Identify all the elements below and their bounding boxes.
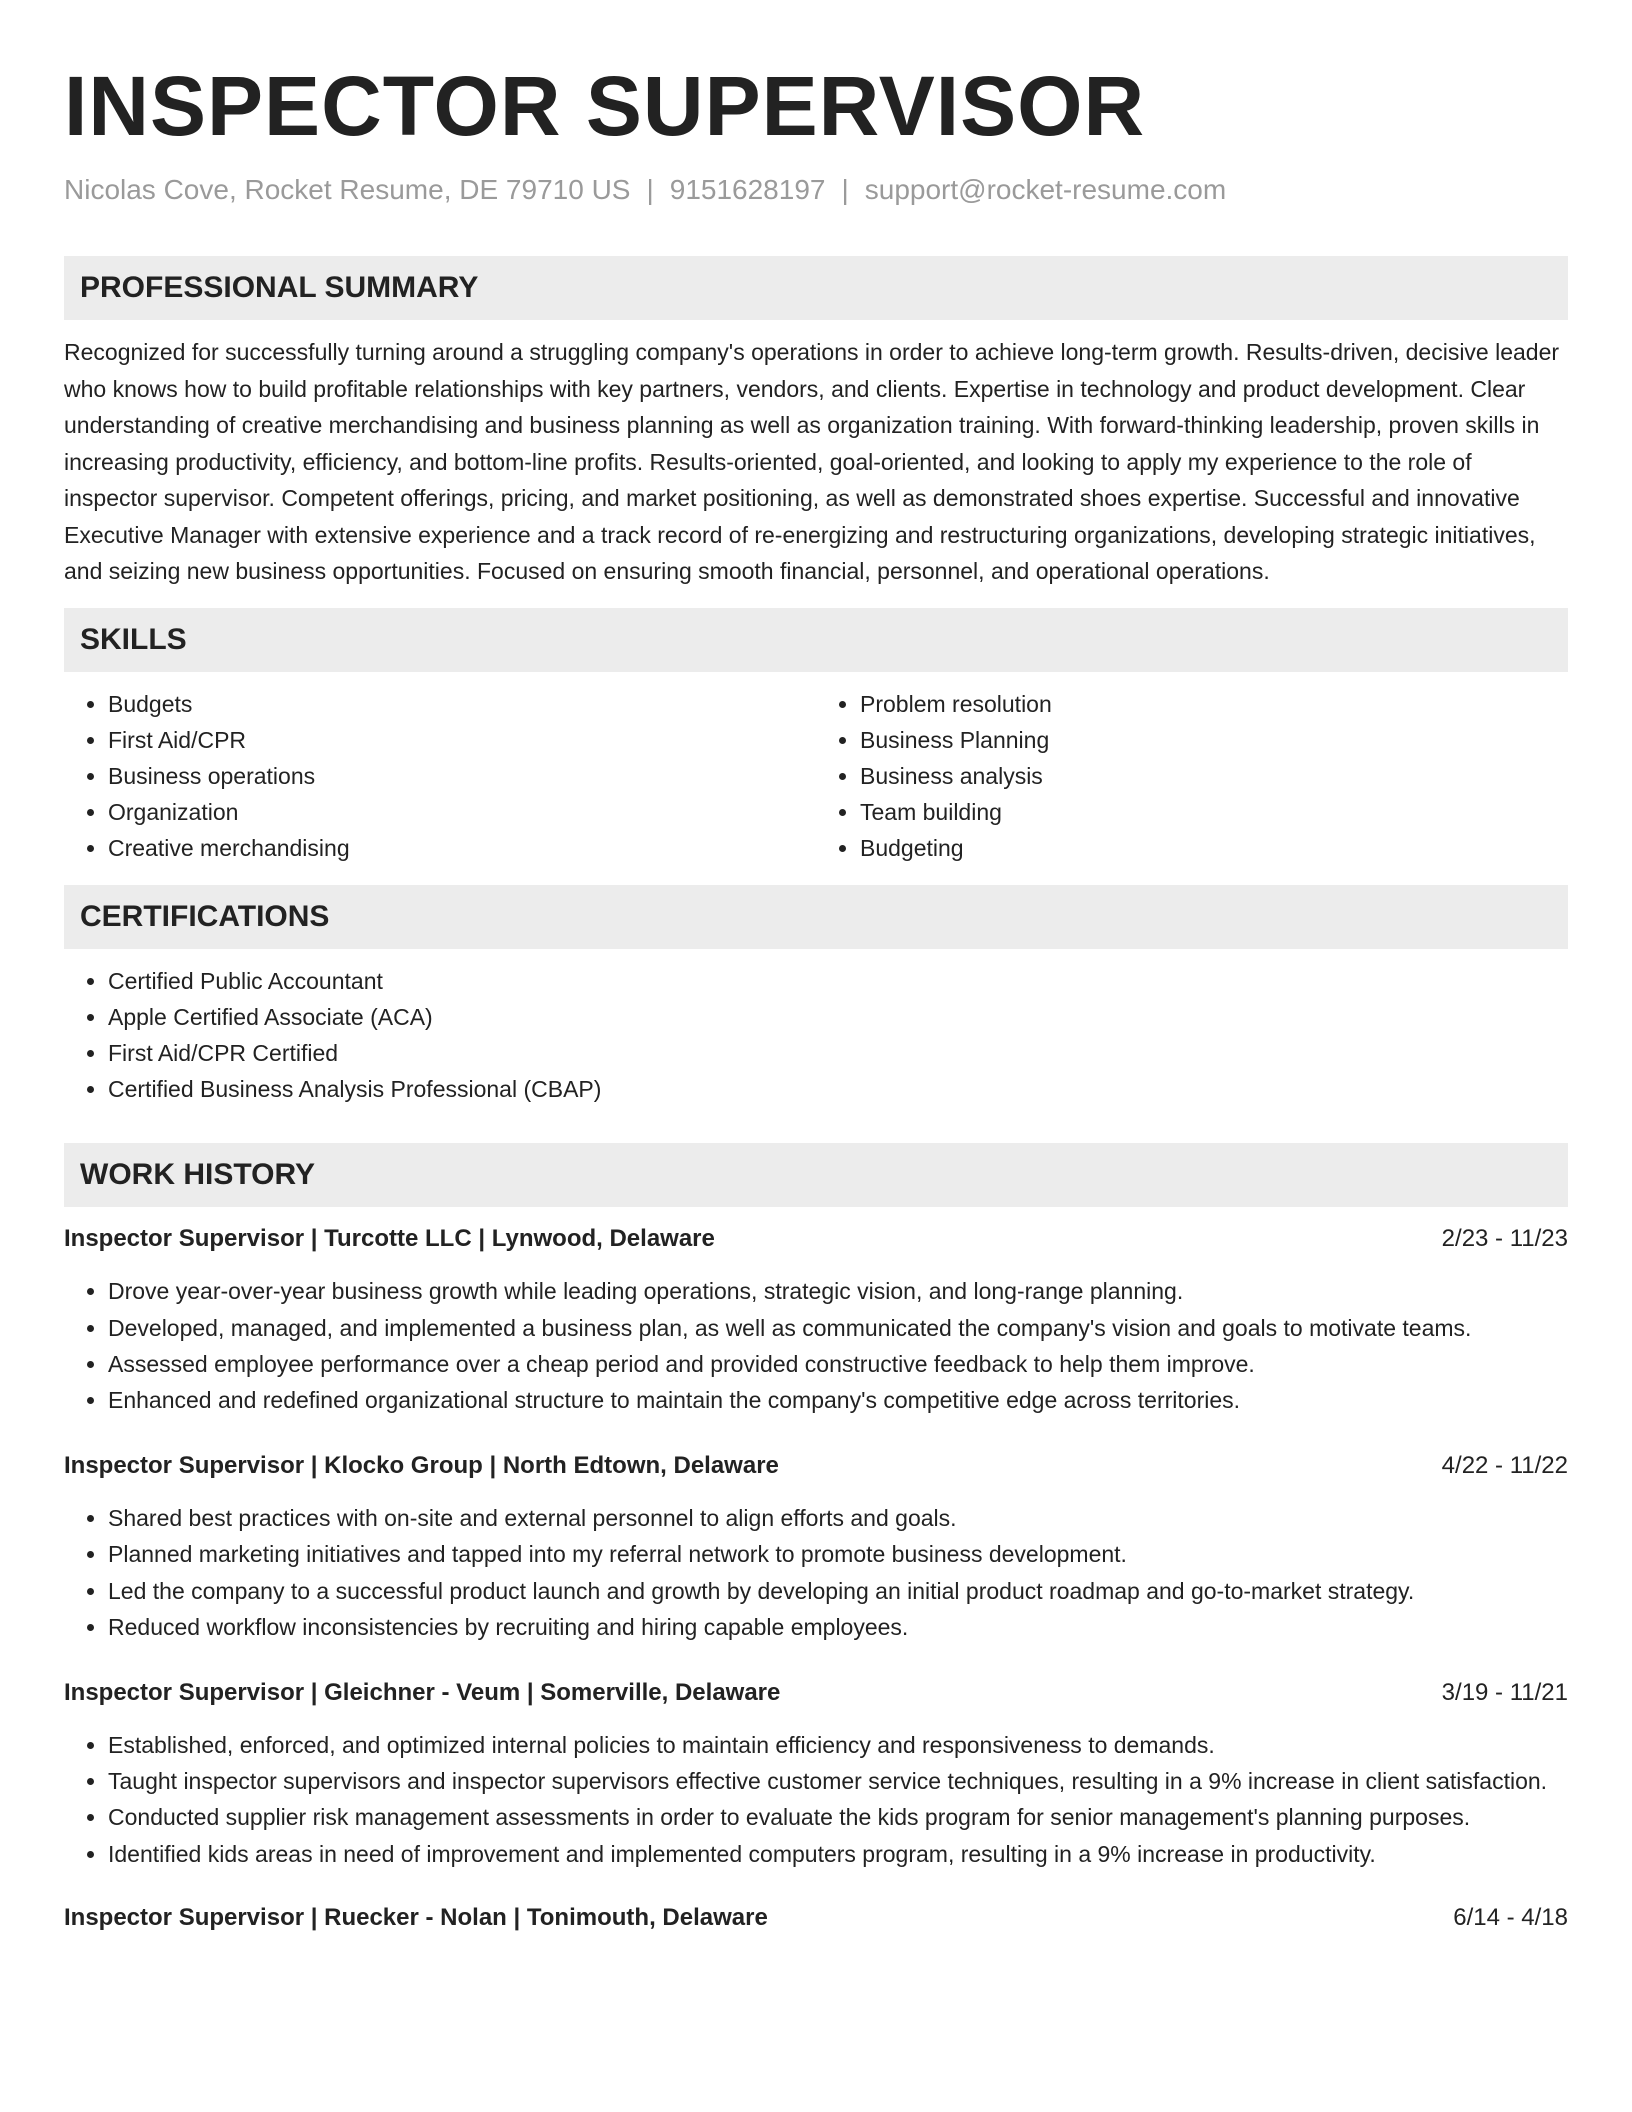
job-bullet: • Conducted supplier risk management assessments in order to evaluate the kids program for senior management's planning purposes.	[108, 1799, 1568, 1835]
job-title: Inspector Supervisor | Gleichner - Veum | Somerville, Delaware	[64, 1678, 781, 1706]
job-dates: 6/14 - 4/18	[1453, 1903, 1568, 1931]
section-header-certifications: CERTIFICATIONS	[64, 885, 1568, 949]
job-bullets	[64, 1500, 1568, 1645]
job-bullet: • Reduced workflow inconsistencies by recruiting and hiring capable employees.	[108, 1609, 1568, 1645]
job-bullet: • Shared best practices with on-site and external personnel to align efforts and goals.	[108, 1500, 1568, 1536]
job-bullets	[64, 1727, 1568, 1872]
job-header	[64, 1675, 1568, 1711]
skill-item: • Budgeting	[860, 830, 1568, 866]
job-bullet: • Developed, managed, and implemented a business plan, as well as communicated the company's vision and goals to motivate teams.	[108, 1310, 1568, 1346]
certification-item: • First Aid/CPR Certified	[108, 1035, 1568, 1071]
contact-email: support@rocket-resume.com	[864, 174, 1227, 205]
skill-item: • Business analysis	[860, 758, 1568, 794]
job-bullet: • Enhanced and redefined organizational structure to maintain the company's competitive edge across territories.	[108, 1382, 1568, 1418]
job-bullet: • Led the company to a successful product launch and growth by developing an initial product roadmap and go-to-market strategy.	[108, 1573, 1568, 1609]
contact-separator: |	[646, 174, 654, 205]
job-header	[64, 1221, 1568, 1257]
job-entry	[64, 1221, 1568, 1418]
job-title: Inspector Supervisor | Turcotte LLC | Lynwood, Delaware	[64, 1225, 715, 1253]
job-bullet: • Established, enforced, and optimized internal policies to maintain efficiency and responsiveness to demands.	[108, 1727, 1568, 1763]
job-dates: 4/22 - 11/22	[1441, 1452, 1568, 1480]
job-entry	[64, 1675, 1568, 1872]
certification-item: • Certified Public Accountant	[108, 963, 1568, 999]
job-bullet: • Drove year-over-year business growth while leading operations, strategic vision, and long-range planning.	[108, 1273, 1568, 1309]
job-dates: 2/23 - 11/23	[1441, 1225, 1568, 1253]
contact-line	[64, 172, 1568, 208]
candidate-name: INSPECTOR SUPERVISOR	[64, 59, 1146, 153]
job-entry	[64, 1448, 1568, 1645]
job-bullet: • Identified kids areas in need of improvement and implemented computers program, resulting in a 9% increase in productivity.	[108, 1836, 1568, 1872]
contact-separator: |	[841, 174, 849, 205]
skills-list	[64, 686, 1568, 867]
skill-item: • Problem resolution	[860, 686, 1568, 722]
skills-column-right	[816, 686, 1568, 867]
certifications-list	[64, 963, 1568, 1108]
skill-item: • Business Planning	[860, 722, 1568, 758]
section-header-work-history: WORK HISTORY	[64, 1143, 1568, 1207]
summary-text: Recognized for successfully turning around a struggling company's operations in order to achieve long-term growth. Results-driven, decisive leader who knows how to build profitable relationships with key partners, vendors, and clients. Expertise in technology and product development. Clear understanding of creative merchandising and business planning as well as organization training. With forward-thinking leadership, proven skills in increasing productivity, efficiency, and bottom-line profits. Results-oriented, goal-oriented, and looking to apply my experience to the role of inspector supervisor. Competent offerings, pricing, and market positioning, as well as demonstrated shoes expertise. Successful and innovative Executive Manager with extensive experience and a track record of re-energizing and restructuring organizations, developing strategic initiatives, and seizing new business opportunities. Focused on ensuring smooth financial, personnel, and operational operations.	[64, 339, 1560, 584]
skill-item: • Business operations	[108, 758, 816, 794]
job-title: Inspector Supervisor | Klocko Group | North Edtown, Delaware	[64, 1452, 779, 1480]
job-entry	[64, 1900, 1568, 1936]
skill-item: • Team building	[860, 794, 1568, 830]
certification-item: • Apple Certified Associate (ACA)	[108, 999, 1568, 1035]
skill-item: • First Aid/CPR	[108, 722, 816, 758]
job-bullet: • Planned marketing initiatives and tapped into my referral network to promote business development.	[108, 1536, 1568, 1572]
job-header	[64, 1900, 1568, 1936]
section-header-summary: PROFESSIONAL SUMMARY	[64, 256, 1568, 320]
job-header	[64, 1448, 1568, 1484]
job-bullets	[64, 1273, 1568, 1418]
contact-address: Nicolas Cove, Rocket Resume, DE 79710 US	[64, 174, 631, 205]
job-bullet: • Taught inspector supervisors and inspector supervisors effective customer service techniques, resulting in a 9% increase in client satisfaction.	[108, 1763, 1568, 1799]
skill-item: • Budgets	[108, 686, 816, 722]
job-dates: 3/19 - 11/21	[1441, 1678, 1568, 1706]
job-title: Inspector Supervisor | Ruecker - Nolan | Tonimouth, Delaware	[64, 1903, 768, 1931]
job-bullet: • Assessed employee performance over a cheap period and provided constructive feedback to help them improve.	[108, 1346, 1568, 1382]
skill-item: • Creative merchandising	[108, 830, 816, 866]
resume-page	[64, 0, 1568, 1936]
skills-column-left	[64, 686, 816, 867]
contact-phone: 9151628197	[669, 174, 826, 205]
certification-item: • Certified Business Analysis Professional (CBAP)	[108, 1071, 1568, 1107]
section-header-skills: SKILLS	[64, 608, 1568, 672]
skill-item: • Organization	[108, 794, 816, 830]
